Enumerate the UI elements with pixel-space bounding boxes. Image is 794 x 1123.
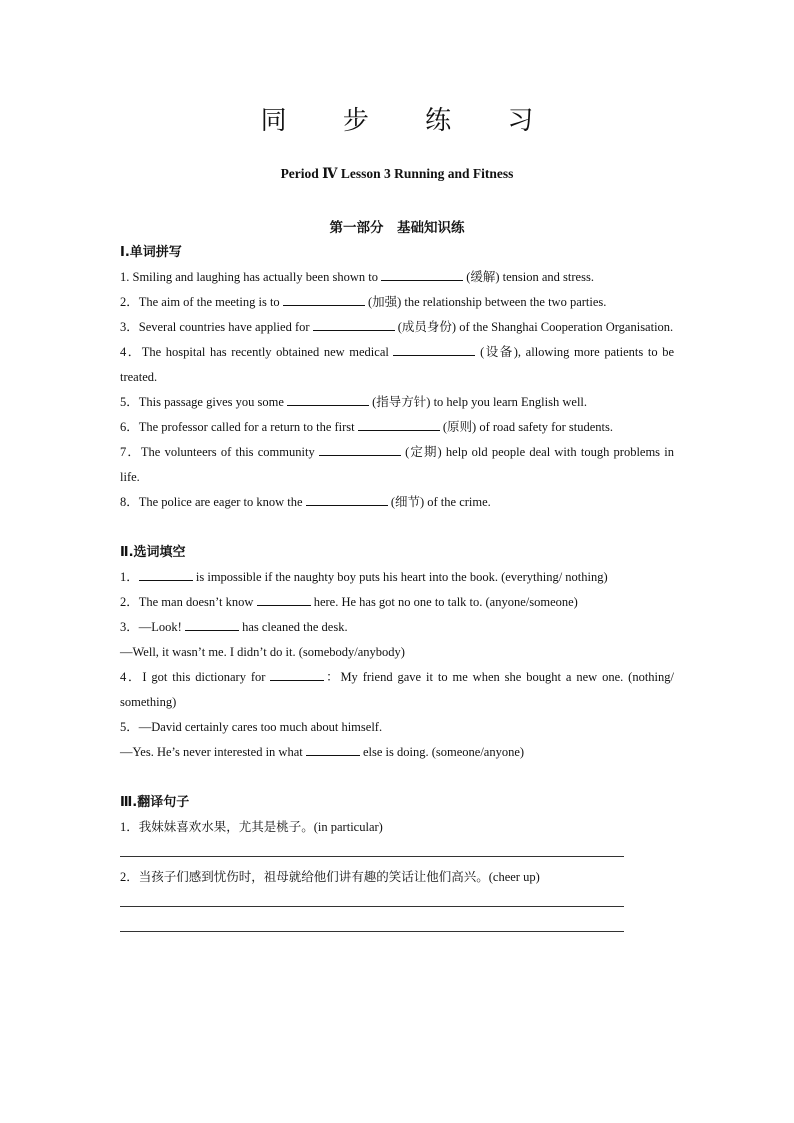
- answer-blank[interactable]: [381, 268, 463, 281]
- answer-blank[interactable]: [287, 393, 369, 406]
- answer-blank[interactable]: [358, 418, 440, 431]
- question-1-5: 5．This passage gives you some (指导方针) to help you learn English well.: [120, 395, 588, 409]
- question-1-3: 3．Several countries have applied for (成员身份) of the Shanghai Cooperation Organisation.: [120, 320, 674, 334]
- answer-blank[interactable]: [139, 568, 193, 581]
- exercise-content: [120, 240, 674, 940]
- question-2-2: 2．The man doesn’t know here. He has got no one to talk to. (anyone/someone): [120, 595, 578, 609]
- answer-blank[interactable]: [319, 443, 401, 456]
- answer-blank[interactable]: [185, 618, 239, 631]
- question-1-1: 1. Smiling and laughing has actually been shown to (缓解) tension and stress.: [120, 270, 594, 284]
- question-3-2: 2．当孩子们感到忧伤时，祖母就给他们讲有趣的笑话让他们高兴。(cheer up): [120, 870, 540, 884]
- question-1-8: 8．The police are eager to know the (细节) of the crime.: [120, 495, 491, 509]
- question-2-5-reply: —Yes. He’s never interested in what else is doing. (someone/anyone): [120, 745, 525, 759]
- question-3-1: 1．我妹妹喜欢水果，尤其是桃子。(in particular): [120, 820, 383, 834]
- question-1-7: 7．The volunteers of this community (定期) help old people deal with tough problems in life.: [120, 445, 674, 484]
- answer-line[interactable]: [120, 915, 624, 932]
- question-1-6: 6．The professor called for a return to the first (原则) of road safety for students.: [120, 420, 613, 434]
- answer-line[interactable]: [120, 890, 624, 907]
- page-title: 同 步 练 习: [260, 106, 558, 136]
- answer-blank[interactable]: [257, 593, 311, 606]
- answer-blank[interactable]: [283, 293, 365, 306]
- question-1-4: 4．The hospital has recently obtained new medical (设备), allowing more patients to be treated.: [120, 345, 674, 384]
- answer-blank[interactable]: [393, 343, 475, 356]
- lesson-subtitle: Period Ⅳ Lesson 3 Running and Fitness: [280, 166, 514, 181]
- section-2-heading: Ⅱ.选词填空: [120, 545, 186, 560]
- question-2-3-reply: —Well, it wasn’t me. I didn’t do it. (somebody/anybody): [120, 645, 405, 659]
- answer-blank[interactable]: [306, 743, 360, 756]
- section-1-heading: Ⅰ.单词拼写: [120, 245, 182, 260]
- answer-line[interactable]: [120, 840, 624, 857]
- answer-blank[interactable]: [306, 493, 388, 506]
- question-2-3: 3．—Look! has cleaned the desk.: [120, 620, 348, 634]
- question-2-4: 4．I got this dictionary for ：My friend gave it to me when she bought a new one. (nothing/ something): [120, 670, 674, 709]
- part-heading: 第一部分 基础知识练: [329, 220, 465, 236]
- question-2-1: 1． is impossible if the naughty boy puts his heart into the book. (everything/ nothing): [120, 570, 608, 584]
- answer-blank[interactable]: [313, 318, 395, 331]
- question-1-2: 2．The aim of the meeting is to (加强) the relationship between the two parties.: [120, 295, 607, 309]
- section-3-heading: Ⅲ.翻译句子: [120, 795, 190, 810]
- answer-blank[interactable]: [270, 668, 324, 681]
- question-2-5: 5．—David certainly cares too much about himself.: [120, 720, 383, 734]
